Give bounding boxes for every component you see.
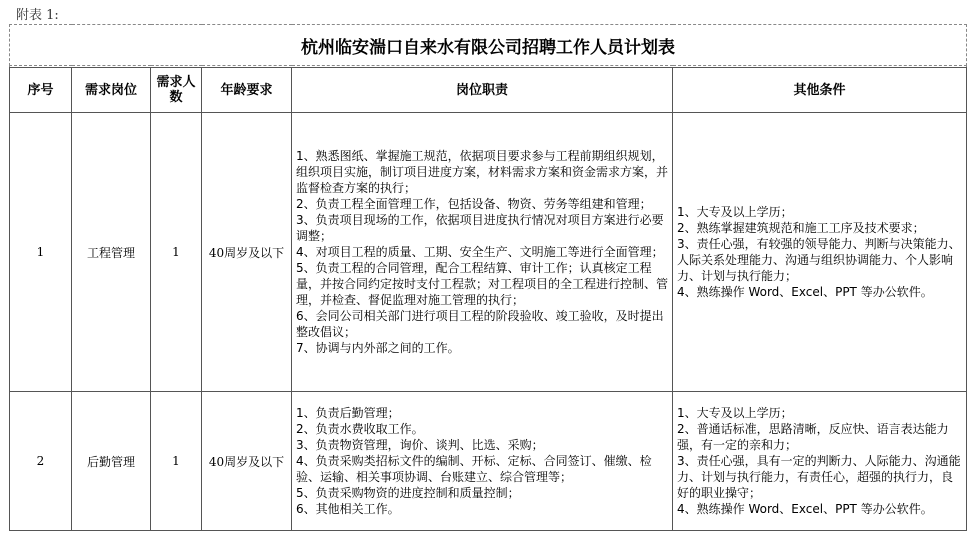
duty-line: 6、其他相关工作。 bbox=[296, 502, 400, 516]
table-row bbox=[10, 113, 967, 392]
cell-age: 40周岁及以下 bbox=[202, 392, 292, 531]
condition-line: 1、大专及以上学历； bbox=[677, 406, 793, 420]
table-title: 杭州临安湍口自来水有限公司招聘工作人员计划表 bbox=[10, 25, 967, 66]
duty-line: 4、负责采购类招标文件的编制、开标、定标、合同签订、催缴、检验、运输、相关事项协调、台账建立、综合管理等； bbox=[296, 454, 652, 484]
cell-duties bbox=[292, 113, 673, 392]
duty-line: 4、对项目工程的质量、工期、安全生产、文明施工等进行全面管理； bbox=[296, 245, 664, 259]
cell-age: 40周岁及以下 bbox=[202, 113, 292, 392]
condition-line: 4、熟练操作 Word、Excel、PPT 等办公软件。 bbox=[677, 285, 933, 299]
duty-line: 1、负责后勤管理； bbox=[296, 406, 400, 420]
cell-position: 工程管理 bbox=[72, 113, 151, 392]
recruitment-plan-table bbox=[9, 24, 967, 531]
condition-line: 1、大专及以上学历； bbox=[677, 205, 793, 219]
title-row bbox=[10, 25, 967, 66]
attachment-note: 附表 1: bbox=[16, 8, 59, 23]
header-position: 需求岗位 bbox=[72, 68, 151, 113]
duty-line: 7、协调与内外部之间的工作。 bbox=[296, 341, 460, 355]
recruitment-table-wrapper bbox=[9, 24, 966, 531]
duty-line: 3、负责项目现场的工作，依据项目进度执行情况对项目方案进行必要调整； bbox=[296, 213, 664, 243]
duty-line: 5、负责采购物资的进度控制和质量控制； bbox=[296, 486, 520, 500]
header-age: 年龄要求 bbox=[202, 68, 292, 113]
duty-line: 6、会同公司相关部门进行项目工程的阶段验收、竣工验收，及时提出整改倡议； bbox=[296, 309, 664, 339]
duty-line: 2、负责水费收取工作。 bbox=[296, 422, 424, 436]
cell-count: 1 bbox=[151, 113, 202, 392]
condition-line: 4、熟练操作 Word、Excel、PPT 等办公软件。 bbox=[677, 502, 933, 516]
cell-seq: 2 bbox=[10, 392, 72, 531]
header-count: 需求人数 bbox=[151, 68, 202, 113]
header-duties: 岗位职责 bbox=[292, 68, 673, 113]
condition-line: 3、责任心强，有较强的领导能力、判断与决策能力、人际关系处理能力、沟通与组织协调能力、个人影响力、计划与执行能力； bbox=[677, 237, 961, 283]
duty-line: 2、负责工程全面管理工作，包括设备、物资、劳务等组建和管理； bbox=[296, 197, 652, 211]
table-row bbox=[10, 392, 967, 531]
condition-line: 2、普通话标准，思路清晰，反应快、语言表达能力强，有一定的亲和力； bbox=[677, 422, 949, 452]
cell-duties bbox=[292, 392, 673, 531]
duty-line: 5、负责工程的合同管理，配合工程结算、审计工作；认真核定工程量，并按合同约定按时支付工程款；对工程项目的全工程进行控制、管理，并检查、督促监理对施工管理的执行； bbox=[296, 261, 669, 307]
header-other: 其他条件 bbox=[673, 68, 967, 113]
cell-other bbox=[673, 392, 967, 531]
condition-line: 3、责任心强，具有一定的判断力、人际能力、沟通能力、计划与执行能力，有责任心，超强的执行力，良好的职业操守； bbox=[677, 454, 961, 500]
cell-seq: 1 bbox=[10, 113, 72, 392]
duty-line: 3、负责物资管理，询价、谈判、比选、采购； bbox=[296, 438, 544, 452]
cell-count: 1 bbox=[151, 392, 202, 531]
cell-other bbox=[673, 113, 967, 392]
header-row bbox=[10, 68, 967, 113]
header-seq: 序号 bbox=[10, 68, 72, 113]
condition-line: 2、熟练掌握建筑规范和施工工序及技术要求； bbox=[677, 221, 925, 235]
duty-line: 1、熟悉图纸、掌握施工规范，依据项目要求参与工程前期组织规划，组织项目实施，制订项目进度方案，材料需求方案和资金需求方案，并监督检查方案的执行； bbox=[296, 149, 669, 195]
cell-position: 后勤管理 bbox=[72, 392, 151, 531]
